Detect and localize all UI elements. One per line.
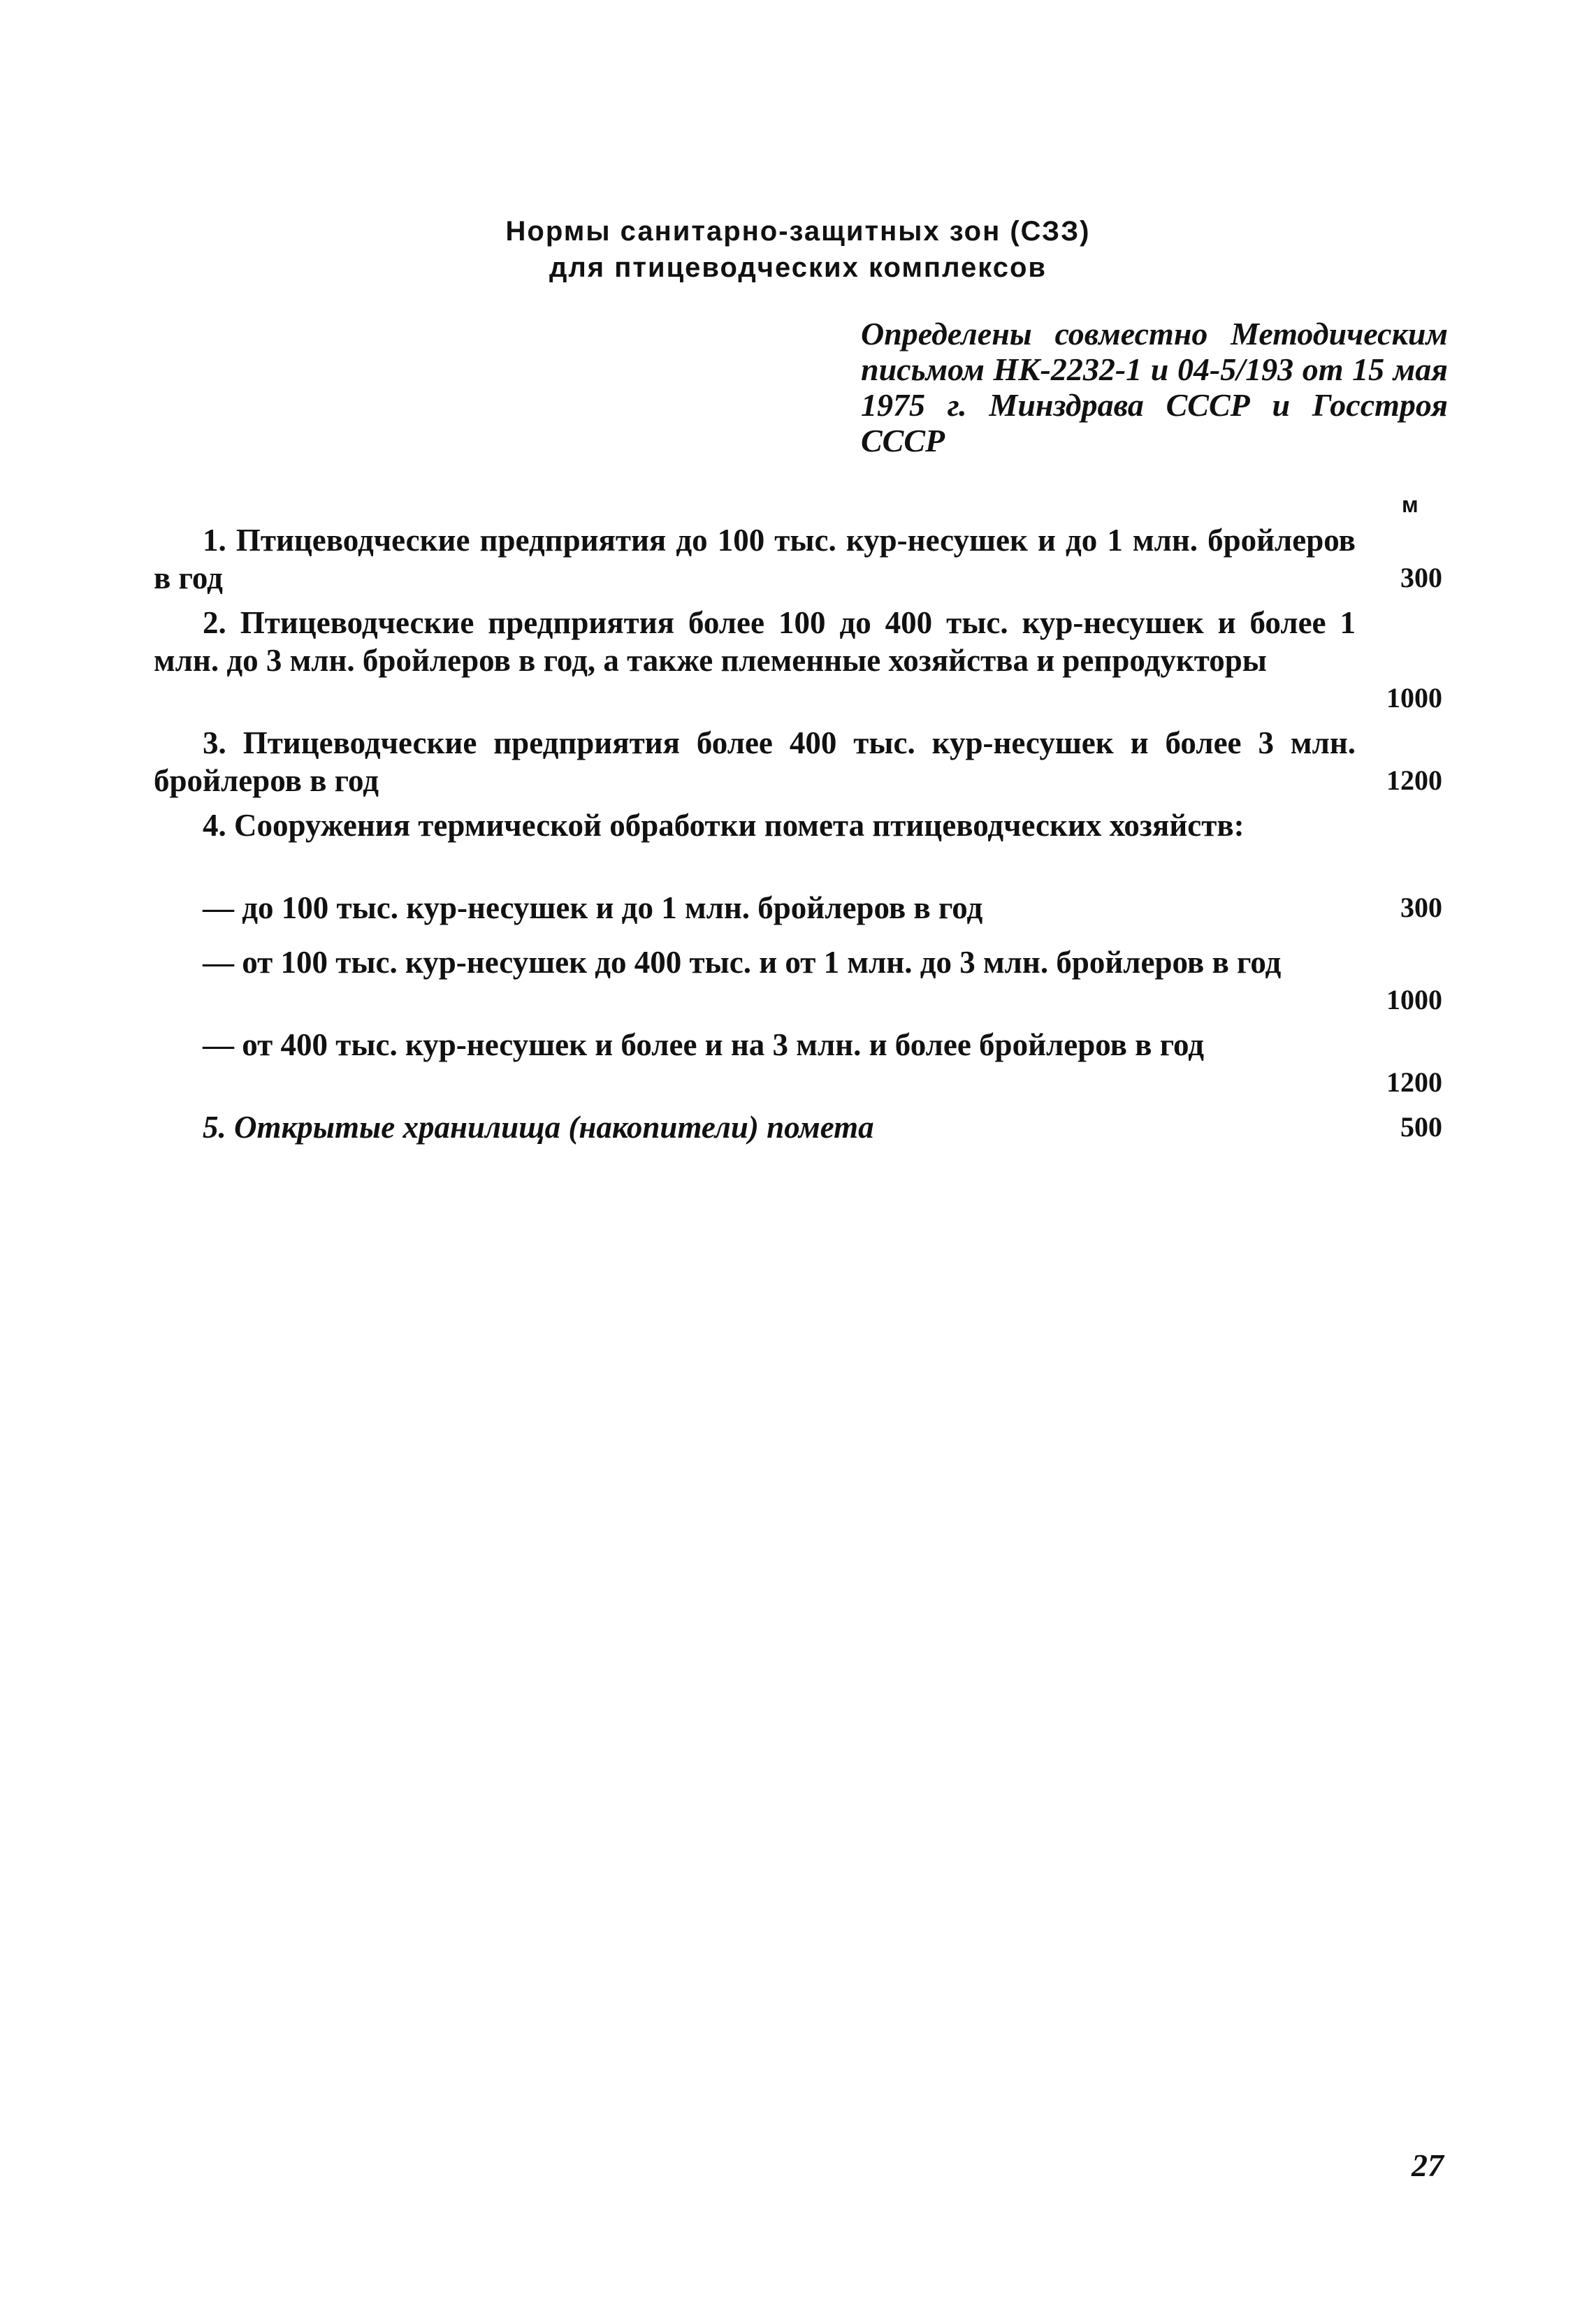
norm-value-2: 1000 xyxy=(1386,682,1442,713)
unit-label: м xyxy=(1402,492,1419,517)
norm-entry-1: 1. Птицеводческие предприятия до 100 тыс. кур-несушек и до 1 млн. бройлеров в год xyxy=(154,523,1356,595)
page-number: 27 xyxy=(1412,2147,1444,2183)
norm-subentry-4a: — до 100 тыс. кур-несушек и до 1 млн. бройлеров в год xyxy=(203,890,983,925)
norm-subentry-4b: — от 100 тыс. кур-несушек до 400 тыс. и от 1 млн. до 3 млн. бройлеров в год xyxy=(203,945,1282,980)
norm-entry-4: 4. Сооружения термической обработки помета птицеводческих хозяйств: xyxy=(203,808,1245,843)
norm-entry-5: 5. Открытые хранилища (накопители) помета xyxy=(203,1110,874,1145)
norm-value-1: 300 xyxy=(1400,562,1442,593)
norm-value-3: 1200 xyxy=(1386,765,1442,796)
norm-entry-2: 2. Птицеводческие предприятия более 100 до 400 тыс. кур-несушек и более 1 млн. до 3 млн. бройлеров в год, а также племенные хозяйства и репродукторы xyxy=(154,605,1356,678)
source-note: Определены совместно Методическим письмом НК-2232-1 и 04-5/193 от 15 мая 1975 г. Минздрава СССР и Госстроя СССР xyxy=(861,316,1448,458)
page-title-line-1: Нормы санитарно-защитных зон (СЗЗ) xyxy=(505,216,1091,247)
norm-entry-3: 3. Птицеводческие предприятия более 400 тыс. кур-несушек и более 3 млн. бройлеров в год xyxy=(154,725,1356,798)
norm-value-5: 500 xyxy=(1400,1111,1442,1143)
page-title-line-2: для птицеводческих комплексов xyxy=(549,252,1047,283)
norm-value-4c: 1200 xyxy=(1386,1066,1442,1098)
norm-value-4a: 300 xyxy=(1400,892,1442,923)
norm-value-4b: 1000 xyxy=(1386,984,1442,1015)
norm-subentry-4c: — от 400 тыс. кур-несушек и более и на 3 млн. и более бройлеров в год xyxy=(203,1027,1205,1062)
